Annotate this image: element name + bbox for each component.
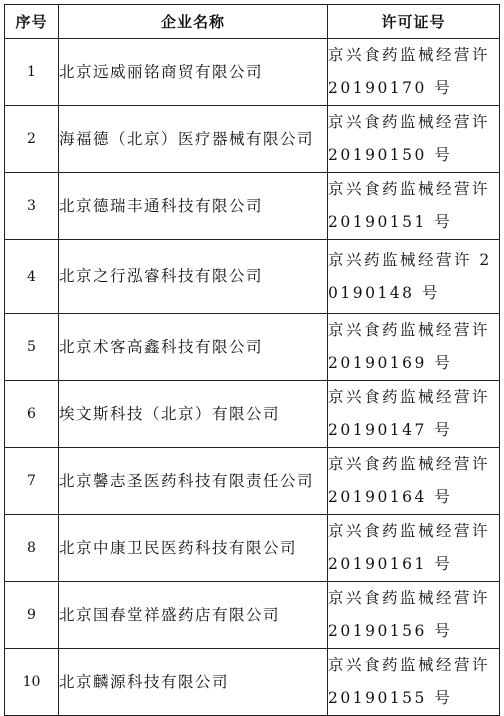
company-name-cell: 北京远威丽铭商贸有限公司 [59, 39, 328, 106]
table-row [5, 515, 500, 582]
serial-number-cell: 6 [5, 381, 59, 448]
serial-number-cell: 7 [5, 448, 59, 515]
company-name-cell: 北京国春堂祥盛药店有限公司 [59, 582, 328, 649]
header-row [5, 5, 500, 39]
license-number-cell: 京兴药监械经营许 20190148 号 [328, 240, 500, 314]
header-license-number: 许可证号 [328, 5, 500, 39]
serial-number-cell: 10 [5, 649, 59, 716]
license-number-cell: 京兴食药监械经营许 20190151 号 [328, 173, 500, 240]
license-number-cell: 京兴食药监械经营许 20190155 号 [328, 649, 500, 716]
license-number-cell: 京兴食药监械经营许 20190161 号 [328, 515, 500, 582]
company-name-cell: 北京之行泓睿科技有限公司 [59, 240, 328, 314]
header-serial-number: 序号 [5, 5, 59, 39]
table-body [5, 39, 500, 716]
table-row [5, 448, 500, 515]
table-row [5, 240, 500, 314]
table-header [5, 5, 500, 39]
license-table [4, 4, 500, 716]
serial-number-cell: 1 [5, 39, 59, 106]
company-name-cell: 海福德（北京）医疗器械有限公司 [59, 106, 328, 173]
company-name-cell: 埃文斯科技（北京）有限公司 [59, 381, 328, 448]
header-company-name: 企业名称 [59, 5, 328, 39]
table-row [5, 381, 500, 448]
table-row [5, 314, 500, 381]
serial-number-cell: 2 [5, 106, 59, 173]
company-name-cell: 北京德瑞丰通科技有限公司 [59, 173, 328, 240]
serial-number-cell: 5 [5, 314, 59, 381]
company-name-cell: 北京术客高鑫科技有限公司 [59, 314, 328, 381]
company-name-cell: 北京麟源科技有限公司 [59, 649, 328, 716]
serial-number-cell: 8 [5, 515, 59, 582]
license-number-cell: 京兴食药监械经营许 20190156 号 [328, 582, 500, 649]
table-row [5, 582, 500, 649]
serial-number-cell: 4 [5, 240, 59, 314]
license-number-cell: 京兴食药监械经营许 20190150 号 [328, 106, 500, 173]
license-number-cell: 京兴食药监械经营许 20190169 号 [328, 314, 500, 381]
table-row [5, 39, 500, 106]
company-name-cell: 北京馨志圣医药科技有限责任公司 [59, 448, 328, 515]
company-name-cell: 北京中康卫民医药科技有限公司 [59, 515, 328, 582]
serial-number-cell: 9 [5, 582, 59, 649]
table-row [5, 173, 500, 240]
table-row [5, 649, 500, 716]
table-row [5, 106, 500, 173]
license-number-cell: 京兴食药监械经营许 20190170 号 [328, 39, 500, 106]
serial-number-cell: 3 [5, 173, 59, 240]
license-number-cell: 京兴食药监械经营许 20190147 号 [328, 381, 500, 448]
license-number-cell: 京兴食药监械经营许 20190164 号 [328, 448, 500, 515]
